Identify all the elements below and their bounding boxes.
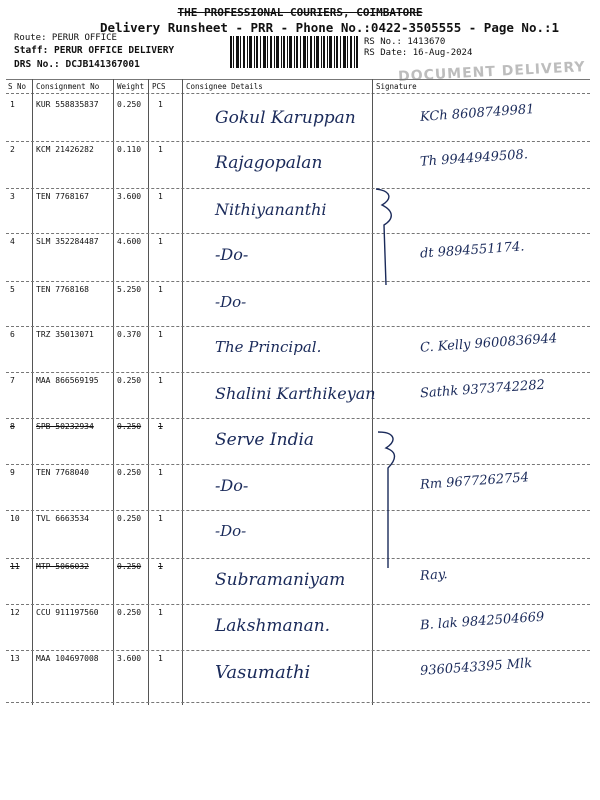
row-divider <box>6 604 590 605</box>
row-weight: 0.250 <box>117 514 142 523</box>
row-weight: 4.600 <box>117 237 142 246</box>
row-divider <box>6 372 590 373</box>
document-delivery-stamp: DOCUMENT DELIVERY <box>397 59 586 85</box>
row-signature: Ray. <box>419 567 449 584</box>
row-signature: Sathk 9373742282 <box>419 377 546 402</box>
row-consignee: The Principal. <box>215 338 322 356</box>
row-consignment-no: MTP 5066032 <box>36 562 89 571</box>
col-sno: S No <box>8 82 27 91</box>
row-consignment-no: KUR 558835837 <box>36 100 99 109</box>
row-signature: KCh 8608749981 <box>419 102 535 125</box>
row-sno: 5 <box>10 285 15 294</box>
barcode-icon <box>230 36 358 68</box>
staff-label: Staff: PERUR OFFICE DELIVERY <box>14 45 175 56</box>
route-label: Route: PERUR OFFICE <box>14 33 117 43</box>
row-consignee: Rajagopalan <box>215 153 323 173</box>
row-weight: 0.250 <box>117 468 142 477</box>
row-consignee: Gokul Karuppan <box>215 108 356 128</box>
row-sno: 4 <box>10 237 15 246</box>
row-consignment-no: TRZ 35013071 <box>36 330 94 339</box>
row-weight: 0.250 <box>117 608 142 617</box>
row-pcs: 1 <box>158 237 163 246</box>
row-weight: 0.250 <box>117 422 142 431</box>
row-consignee: Serve India <box>215 430 315 450</box>
row-divider <box>6 188 590 189</box>
col-consignment: Consignment No <box>36 82 100 91</box>
row-sno: 9 <box>10 468 15 477</box>
row-pcs: 1 <box>158 285 163 294</box>
row-signature: B. lak 9842504669 <box>419 609 545 634</box>
row-sno: 12 <box>10 608 20 617</box>
row-pcs: 1 <box>158 100 163 109</box>
row-signature: dt 9894551174. <box>419 239 525 262</box>
bracket-mark <box>370 185 400 295</box>
row-divider <box>6 281 590 282</box>
rs-number: RS No.: 1413670 <box>364 37 446 47</box>
table-top-rule <box>6 79 590 80</box>
row-weight: 0.250 <box>117 100 142 109</box>
column-divider <box>148 79 149 705</box>
row-divider <box>6 702 590 703</box>
row-divider <box>6 418 590 419</box>
row-consignee: -Do- <box>215 245 249 264</box>
row-sno: 1 <box>10 100 15 109</box>
row-weight: 3.600 <box>117 654 142 663</box>
header-rule <box>6 93 590 94</box>
row-consignment-no: TVL 6663534 <box>36 514 89 523</box>
column-divider <box>182 79 183 705</box>
row-signature: C. Kelly 9600836944 <box>419 331 558 356</box>
row-consignment-no: KCM 21426282 <box>36 145 94 154</box>
row-weight: 0.370 <box>117 330 142 339</box>
row-consignee: -Do- <box>215 476 249 495</box>
row-divider <box>6 510 590 511</box>
row-consignment-no: MAA 104697008 <box>36 654 99 663</box>
row-divider <box>6 650 590 651</box>
row-consignee: Nithiyananthi <box>215 200 327 219</box>
row-pcs: 1 <box>158 376 163 385</box>
row-pcs: 1 <box>158 468 163 477</box>
rs-date: RS Date: 16-Aug-2024 <box>364 48 473 58</box>
row-weight: 0.250 <box>117 562 142 571</box>
row-signature: Th 9944949508. <box>419 147 529 170</box>
row-divider <box>6 141 590 142</box>
row-sno: 3 <box>10 192 15 201</box>
row-sno: 10 <box>10 514 20 523</box>
row-consignment-no: SLM 352284487 <box>36 237 99 246</box>
column-divider <box>32 79 33 705</box>
row-consignment-no: TEN 7768167 <box>36 192 89 201</box>
row-divider <box>6 326 590 327</box>
row-consignee: Subramaniyam <box>215 570 346 590</box>
company-name: THE PROFESSIONAL COURIERS, COIMBATORE <box>177 6 423 19</box>
row-pcs: 1 <box>158 562 163 571</box>
row-consignee: Shalini Karthikeyan <box>215 384 376 403</box>
row-pcs: 1 <box>158 330 163 339</box>
row-consignee: Vasumathi <box>215 662 311 683</box>
row-divider <box>6 233 590 234</box>
row-consignee: -Do- <box>215 293 247 311</box>
row-consignee: Lakshmanan. <box>215 616 331 636</box>
row-sno: 2 <box>10 145 15 154</box>
row-consignment-no: TEN 7768040 <box>36 468 89 477</box>
row-consignee: -Do- <box>215 522 247 540</box>
col-consignee: Consignee Details <box>186 82 263 91</box>
row-pcs: 1 <box>158 654 163 663</box>
col-signature: Signature <box>376 82 417 91</box>
row-weight: 0.110 <box>117 145 142 154</box>
row-weight: 0.250 <box>117 376 142 385</box>
drs-number: DRS No.: DCJB141367001 <box>14 59 140 70</box>
row-weight: 3.600 <box>117 192 142 201</box>
col-pcs: PCS <box>152 82 166 91</box>
row-divider <box>6 464 590 465</box>
row-pcs: 1 <box>158 145 163 154</box>
row-consignment-no: MAA 866569195 <box>36 376 99 385</box>
runsheet-title: Delivery Runsheet - PRR - Phone No.:0422-3505555 - Page No.:1 <box>100 20 560 35</box>
row-pcs: 1 <box>158 422 163 431</box>
row-sno: 7 <box>10 376 15 385</box>
row-pcs: 1 <box>158 192 163 201</box>
col-weight: Weight <box>117 82 145 91</box>
row-sno: 8 <box>10 422 15 431</box>
row-consignment-no: TEN 7768168 <box>36 285 89 294</box>
row-signature: 9360543395 Mlk <box>419 656 533 679</box>
row-sno: 11 <box>10 562 20 571</box>
row-consignment-no: CCU 911197560 <box>36 608 99 617</box>
column-divider <box>113 79 114 705</box>
bracket-mark <box>374 428 414 578</box>
row-pcs: 1 <box>158 608 163 617</box>
row-signature: Rm 9677262754 <box>419 470 530 493</box>
row-sno: 6 <box>10 330 15 339</box>
row-consignment-no: SPB 50232934 <box>36 422 94 431</box>
row-sno: 13 <box>10 654 20 663</box>
row-divider <box>6 558 590 559</box>
row-weight: 5.250 <box>117 285 142 294</box>
row-pcs: 1 <box>158 514 163 523</box>
